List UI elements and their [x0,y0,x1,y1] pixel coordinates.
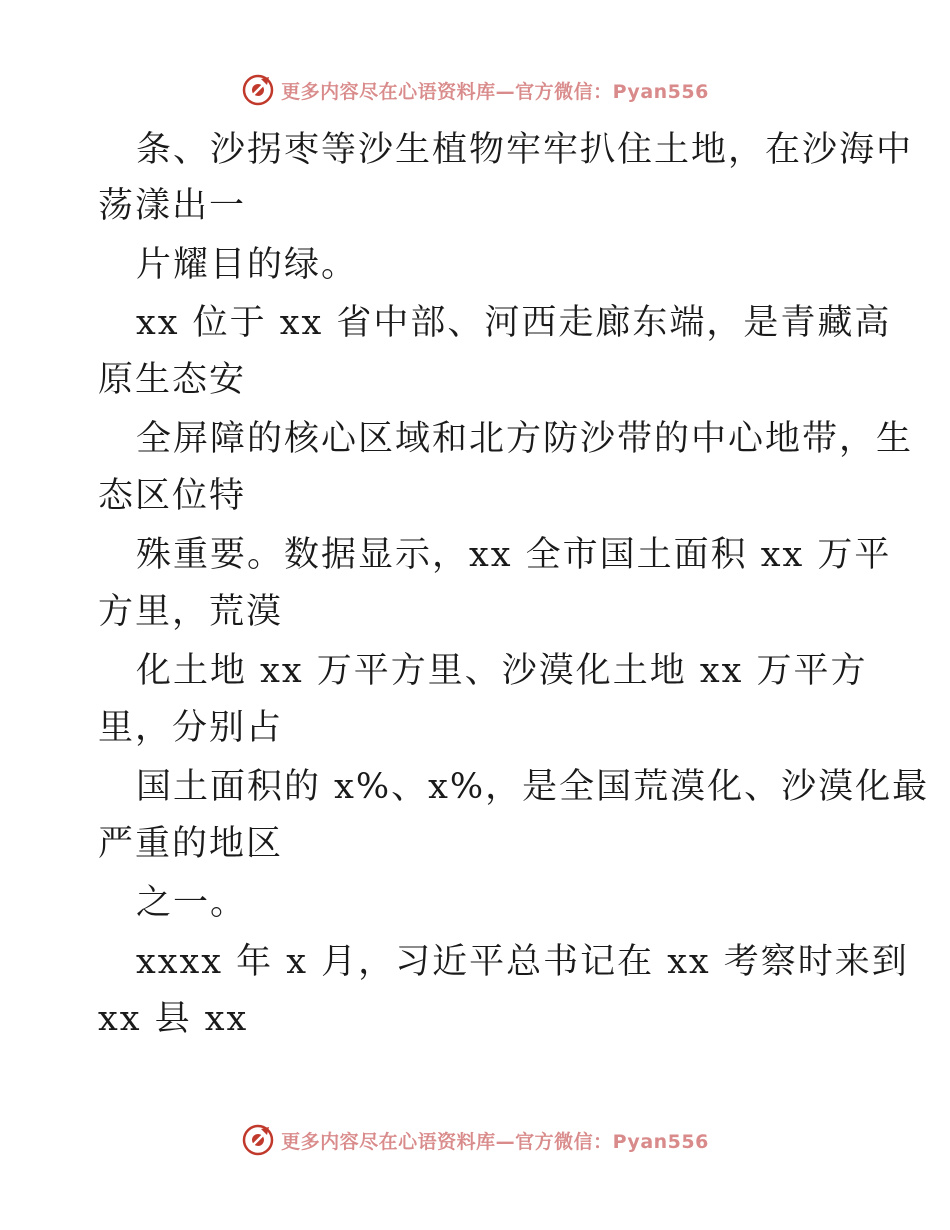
header-banner-text: 更多内容尽在心语资料库—官方微信：Pyan556 [281,80,709,103]
text-line: xxxx 年 x 月，习近平总书记在 xx 考察时来到 [136,942,909,982]
brand-logo-icon [241,73,275,107]
text-line: 之一。 [136,883,248,923]
brand-logo-icon [241,1123,275,1157]
text-line: xx 位于 xx 省中部、河西走廊东端，是青藏高 [136,303,892,343]
footer-banner [0,1120,950,1160]
text-line: xx 县 xx [98,999,249,1039]
text-line: 国土面积的 x%、x%，是全国荒漠化、沙漠化最 [136,767,930,807]
text-line: 全屏障的核心区域和北方防沙带的中心地带，生 [136,419,914,459]
footer-banner-text: 更多内容尽在心语资料库—官方微信：Pyan556 [281,1130,709,1153]
text-line: 里，分别占 [98,708,284,748]
text-line: 殊重要。数据显示，xx 全市国土面积 xx 万平 [136,535,892,575]
text-line: 原生态安 [98,360,247,400]
text-line: 严重的地区 [98,824,284,864]
text-line: 片耀目的绿。 [136,245,359,285]
header-banner [0,70,950,110]
text-line: 化土地 xx 万平方里、沙漠化土地 xx 万平方 [136,651,868,691]
text-line: 条、沙拐枣等沙生植物牢牢扒住土地，在沙海中 [136,130,914,170]
text-line: 方里，荒漠 [98,592,284,632]
text-line: 荡漾出一 [98,186,247,226]
text-line: 态区位特 [98,476,247,516]
